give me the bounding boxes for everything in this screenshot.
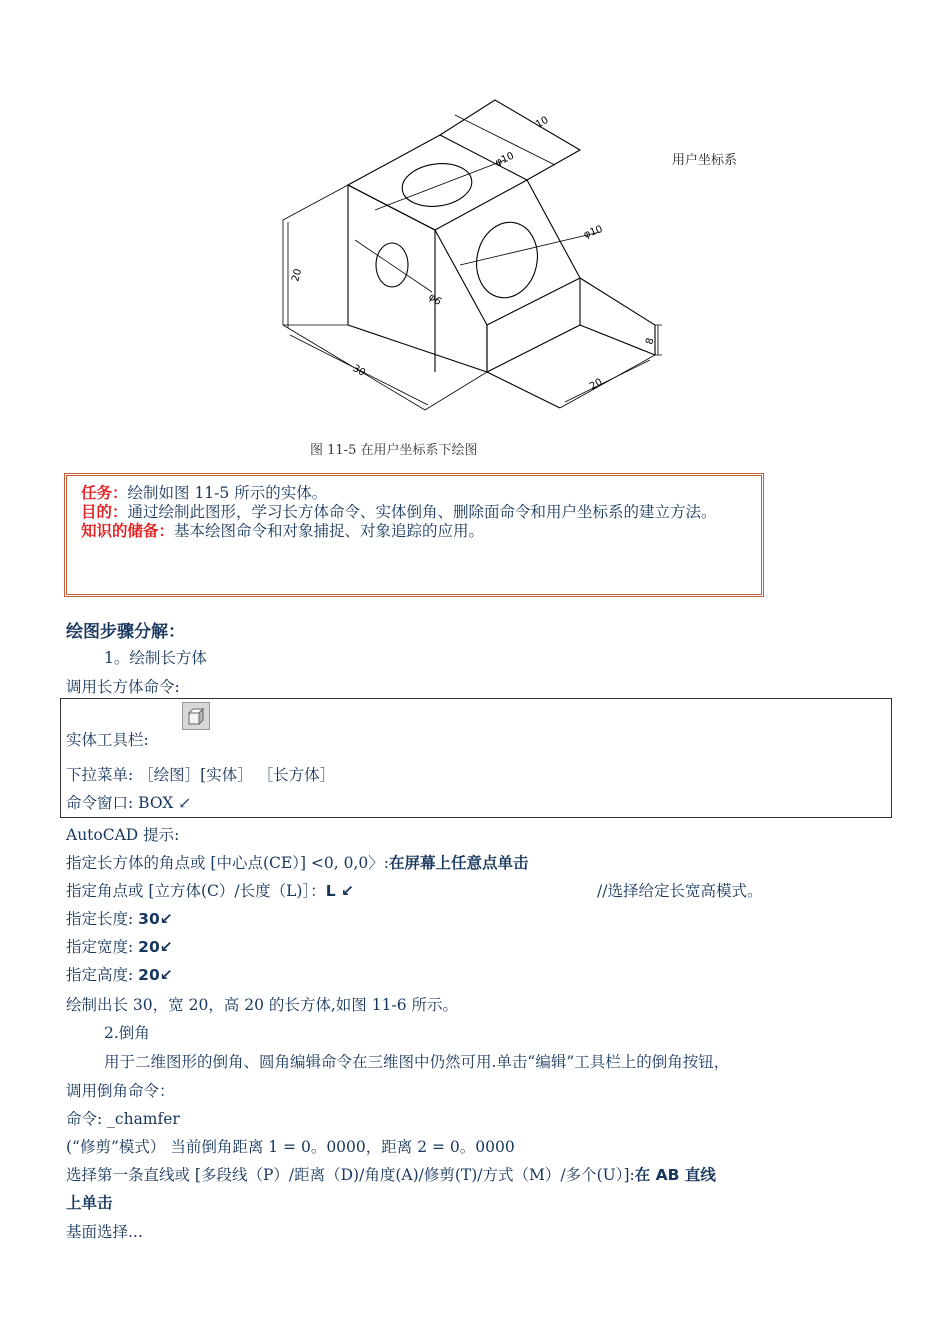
- knowledge-label: 知识的储备：: [81, 522, 175, 540]
- chamfer-command: 命令: _chamfer: [66, 1110, 180, 1128]
- base-select: 基面选择...: [66, 1223, 143, 1241]
- isometric-drawing: [270, 95, 670, 425]
- goal-text: 通过绘制此图形，学习长方体命令、实体倒角、删除面命令和用户坐标系的建立方法。: [127, 503, 717, 521]
- prompt-comment: //选择给定长宽高模式。: [597, 882, 763, 900]
- result-line: 绘制出长 30，宽 20，高 20 的长方体,如图 11-6 所示。: [66, 996, 458, 1014]
- dim-label-phi6: φ6: [426, 291, 444, 308]
- menu-line: 下拉菜单: ［绘图］[实体］ ［长方体］: [66, 766, 336, 784]
- box-tool-icon[interactable]: [182, 702, 210, 730]
- prompt-corner: 指定长方体的角点或 [中心点(CE）] <0, 0,0〉:在屏幕上任意点单击: [66, 854, 529, 872]
- prompt-length-mode: 指定角点或 [立方体(C）/长度（L)］：L ↙: [66, 882, 354, 900]
- knowledge-text: 基本绘图命令和对象捕捉、对象追踪的应用。: [174, 522, 485, 540]
- prompt-header: AutoCAD 提示:: [66, 826, 180, 844]
- dim-label-width: 20: [588, 376, 605, 393]
- ucs-label: 用户坐标系: [672, 153, 738, 168]
- chamfer-mode: (“修剪”模式） 当前倒角距离 1 = 0。0000，距离 2 = 0。0000: [66, 1138, 515, 1156]
- prompt-width: 指定宽度: 20↙: [66, 938, 173, 956]
- step2-para1: 用于二维图形的倒角、圆角编辑命令在三维图中仍然可用.单击“编辑”工具栏上的倒角按钮，: [104, 1053, 730, 1071]
- task-label: 任务：: [81, 484, 128, 502]
- dim-label-height: 20: [290, 267, 305, 283]
- command-line: 命令窗口: BOX ↙: [66, 794, 192, 812]
- prompt-height: 指定高度: 20↙: [66, 966, 173, 984]
- step1-title: 1。绘制长方体: [104, 649, 207, 667]
- steps-heading: 绘图步骤分解：: [66, 622, 185, 642]
- figure-caption: 图 11-5 在用户坐标系下绘图: [310, 443, 478, 458]
- goal-line: [81, 503, 751, 522]
- prompt-length: 指定长度: 30↙: [66, 910, 173, 928]
- chamfer-select: 选择第一条直线或 [多段线（P）/距离（D)/角度(A)/修剪(T)/方式（M）/多个(U）]:在 AB 直线: [66, 1166, 716, 1184]
- dim-label-step: 8: [644, 336, 657, 346]
- dim-label-top: 10: [534, 114, 551, 131]
- dim-label-phi10-top: φ10: [493, 150, 516, 169]
- knowledge-line: [81, 522, 751, 541]
- step2-title: 2.倒角: [104, 1024, 150, 1042]
- task-text: 绘制如图 11-5 所示的实体。: [127, 484, 328, 502]
- chamfer-select-cont: 上单击: [66, 1194, 113, 1212]
- toolbar-line: 实体工具栏:: [66, 731, 149, 749]
- dim-label-phi10-right: φ10: [582, 223, 605, 241]
- step2-para2: 调用倒角命令：: [66, 1082, 175, 1100]
- task-box: [64, 473, 764, 597]
- step1-intro: 调用长方体命令:: [66, 678, 180, 696]
- dim-label-length: 30: [350, 363, 368, 379]
- goal-label: 目的：: [81, 503, 128, 521]
- task-line: [81, 484, 751, 503]
